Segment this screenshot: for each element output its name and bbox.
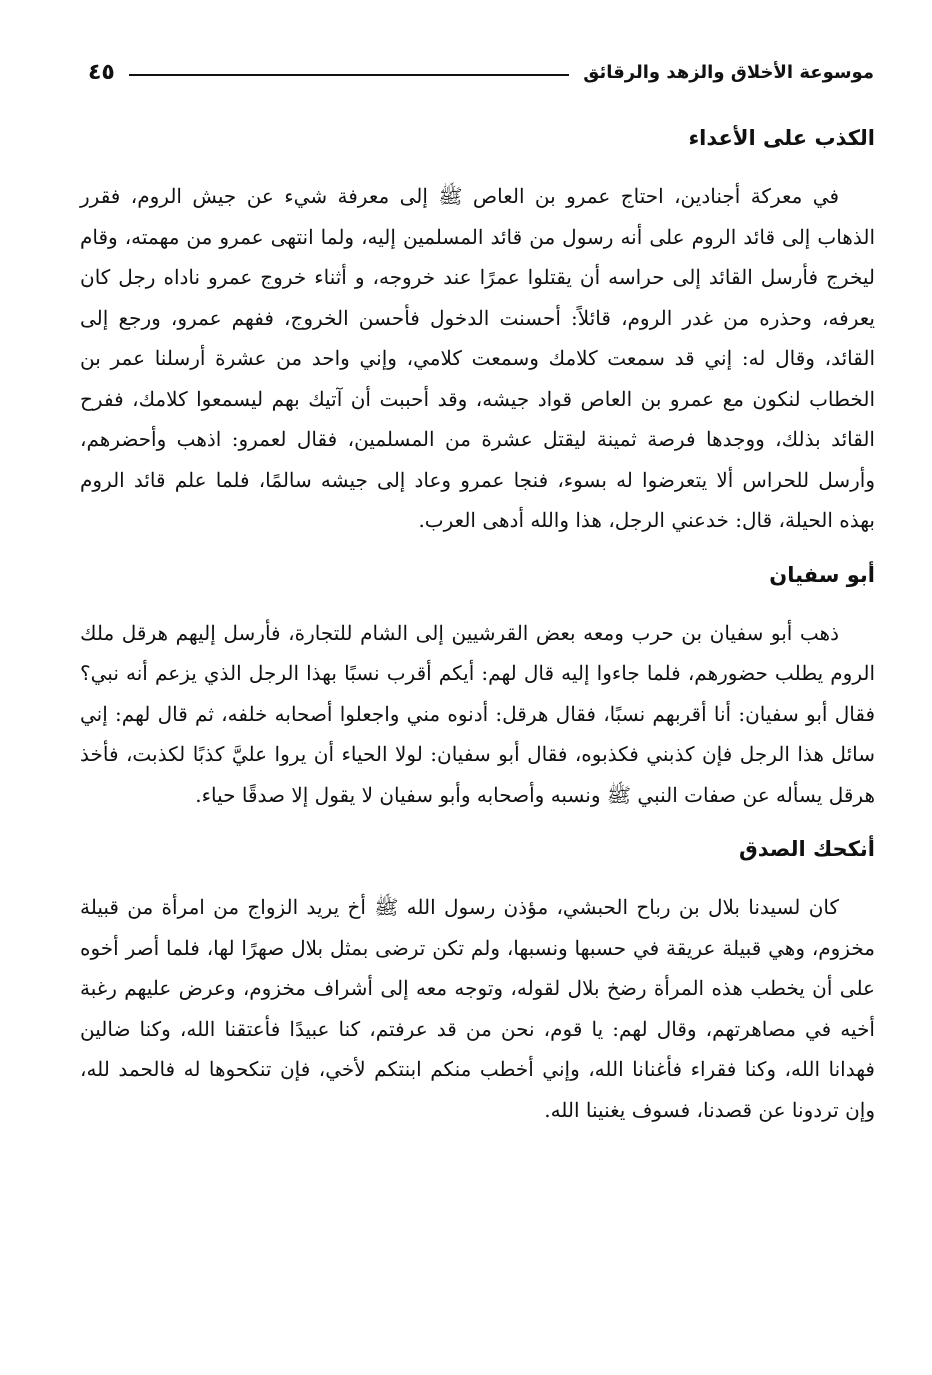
running-header [88,55,874,89]
section-paragraph-truth-married-you: كان لسيدنا بلال بن رباح الحبشي، مؤذن رسول الله ﷺ أخ يريد الزواج من امرأة من قبيلة مخزوم، وهي قبيلة عريقة في حسبها ونسبها، ولم تكن ترضى بمثل بلال صهرًا لها، فلما أصر أخوه على أن يخطب هذه المرأة رضخ بلال لقوله، وتوجه معه إلى أشراف مخزوم، وعرض عليهم رغبة أخيه في مصاهرتهم، وقال لهم: يا قوم، نحن من قد عرفتم، كنا عبيدًا فأعتقنا الله، وكنا ضالين فهدانا الله، وكنا فقراء فأغنانا الله، وإني أخطب منكم ابنتكم لأخي، فإن تنكحوها له فالحمد لله، وإن تردونا عن قصدنا، فسوف يغنينا الله. [80,895,875,1122]
section-heading-lying-to-enemies: الكذب على الأعداء [688,126,875,150]
section-paragraph-abu-sufyan: ذهب أبو سفيان بن حرب ومعه بعض القرشيين إلى الشام للتجارة، فأرسل إليهم هرقل ملك الروم يطلب حضورهم، فلما جاءوا إليه قال لهم: أيكم أقرب نسبًا بهذا الرجل الذي يزعم أنه نبي؟ فقال أبو سفيان: أنا أقربهم نسبًا، فقال هرقل: أدنوه مني واجعلوا أصحابه خلفه، ثم قال لهم: إني سائل هذا الرجل فإن كذبني فكذبوه، فقال أبو سفيان: لولا الحياء أن يروا عليَّ كذبًا لكذبت، فأخذ هرقل يسأله عن صفات النبي ﷺ ونسبه وأصحابه وأبو سفيان لا يقول إلا صدقًا حياء. [80,620,875,807]
page-number: ٤٥ [88,59,115,85]
header-rule [129,74,569,76]
section-heading-abu-sufyan: أبو سفيان [769,562,875,587]
page-body [80,118,875,1130]
section-heading-truth-married-you: أنكحك الصدق [739,837,875,861]
book-title: موسوعة الأخلاق والزهد والرقائق [583,61,874,83]
section-paragraph-lying-to-enemies: في معركة أجنادين، احتاج عمرو بن العاص ﷺ إلى معرفة شيء عن جيش الروم، فقرر الذهاب إلى قائد الروم على أنه رسول من قائد المسلمين إليه، ولما انتهى عمرو من مهمته، وقام ليخرج فأرسل القائد إلى حراسه أن يقتلوا عمرًا عند خروجه، و أثناء خروج عمرو ناداه رجل كان يعرفه، وحذره من غدر الروم، قائلاً: أحسنت الدخول فأحسن الخروج، ففهم عمرو، ورجع إلى القائد، وقال له: إني قد سمعت كلامك وسمعت كلامي، وإني واحد من عشرة أرسلنا عمر بن الخطاب لنكون مع عمرو بن العاص قواد جيشه، وقد أحببت أن آتيك بهم ليسمعوا كلامك، ففرح القائد بذلك، ووجدها فرصة ثمينة ليقتل عشرة من المسلمين، فقال لعمرو: اذهب وأحضرهم، وأرسل للحراس ألا يتعرضوا له بسوء، فنجا عمرو وعاد إلى جيشه سالمًا، فلما علم قائد الروم بهذه الحيلة، قال: خدعني الرجل، هذا والله أدهى العرب. [80,184,875,532]
